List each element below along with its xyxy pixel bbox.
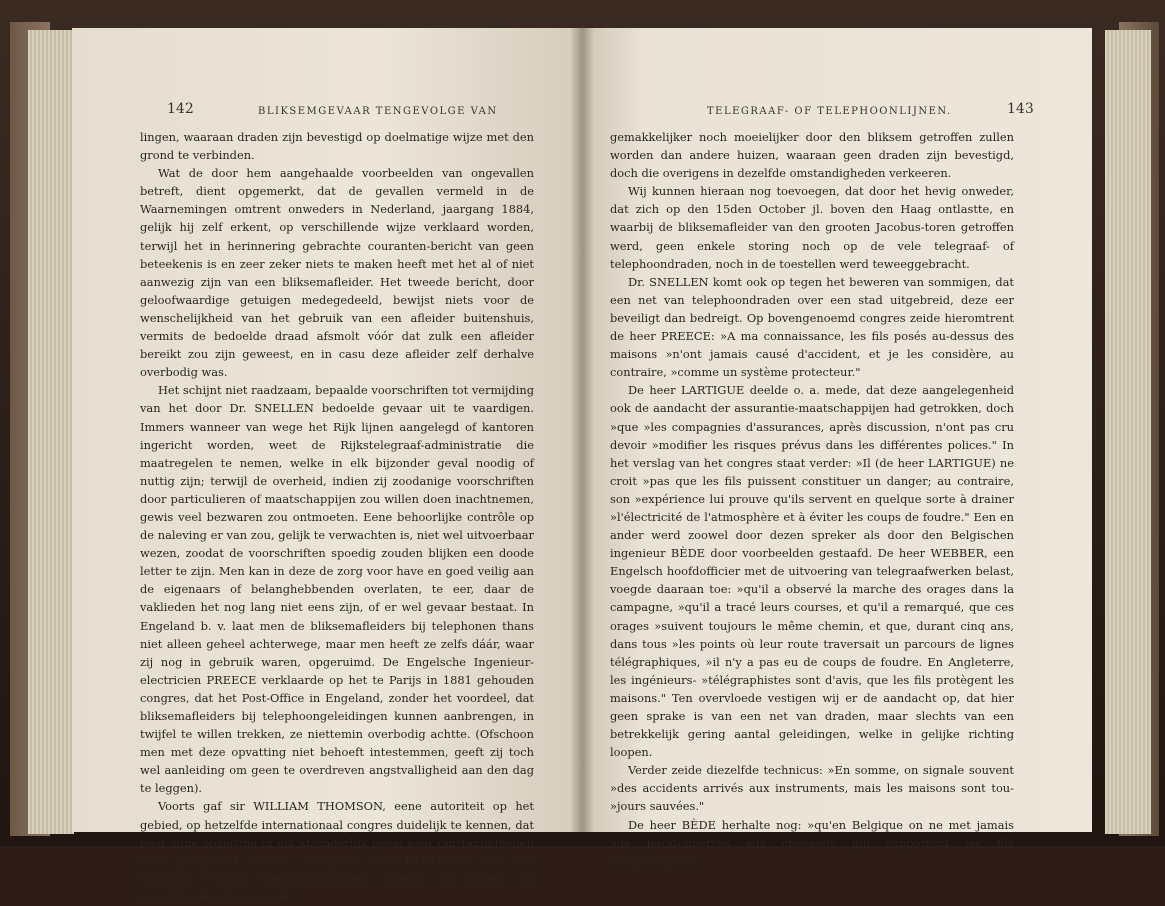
right-page-number: 143 xyxy=(1007,101,1034,117)
paragraph: Wat de door hem aangehaalde voorbeelden van ongevallen betreft, dient opgemerkt, dat de gevallen vermeld in de Waarnemingen omtrent onweders in Nederland, jaargang 1884, gelijk hij zelf erkent, op verschillende wijze verklaard worden, terwijl het in herinnering gebrachte couranten-bericht van geen beteekenis is en zeer zeker niets te maken heeft met het al of niet aanwezig zijn van een bliksemafleider. Het tweede bericht, door geloofwaardige getuigen medegedeeld, bewijst niets voor de wenschelijkheid van het gebruik van een afleider buitenshuis, vermits de bedoelde draad afsmolt vóór dat zulk een afleider bereikt zou zijn geweest, en in casu deze afleider zelf derhalve overbodig was. xyxy=(140,166,534,380)
left-page-number: 142 xyxy=(167,101,194,117)
left-running-header xyxy=(72,101,582,125)
page-edges-right xyxy=(1105,30,1151,834)
paragraph: Wij kunnen hieraan nog toevoegen, dat door het hevig onweder, dat zich op den 15den October jl. boven den Haag ontlastte, en waarbij de bliksemafleider van den grooten Jacobus-toren getroffen werd, geen enkele storing noch op de vele telegraaf- of telephoondraden, noch in de toestellen werd teweeggebracht. xyxy=(610,184,1014,271)
paragraph: De heer LARTIGUE deelde o. a. mede, dat deze aangelegenheid ook de aandacht der assurantie-maatschappijen had getrokken, doch »que »les compagnies d'assurances, après discussion, n'ont pas cru devoir »modifier les risques prévus dans les différentes polices." In het verslag van het congres staat verder: »Il (de heer LARTIGUE) ne croit »pas que les fils puissent constituer un danger; au contraire, son »expérience lui prouve qu'ils servent en quelque sorte à drainer »l'électricité de l'atmosphère et à éviter les coups de foudre." Een en ander werd zoowel door dezen spreker als door den Belgischen ingenieur BÈDE door voorbeelden gestaafd. De heer WEBBER, een Engelsch hoofdofficier met de uitvoering van telegraafwerken belast, voegde daaraan toe: »qu'il a observé la marche des orages dans la campagne, »qu'il a tracé leurs courses, et qu'il a remarqué, que ces orages »suivent toujours le même chemin, et que, durant cinq ans, dans tous »les points où leur route traversait un parcours de lignes télégraphiques, »il n'y a pas eu de coups de foudre. En Angleterre, les ingénieurs- »télégraphistes sont d'avis, que les fils protègent les maisons." Ten overvloede vestigen wij er de aandacht op, dat hier geen sprake is van een net van draden, maar slechts van een betrekkelijk gering aantal geleidingen, welke in gelijke richting loopen. xyxy=(610,383,1014,760)
right-body-text xyxy=(610,128,1014,870)
left-body-text xyxy=(140,128,534,906)
paragraph: Het schijnt niet raadzaam, bepaalde voorschriften tot vermijding van het door Dr. SNELLEN bedoelde gevaar uit te vaardigen. Immers wanneer van wege het Rijk lijnen aangelegd of kantoren ingericht worden, weet de Rijkstelegraaf-administratie die maatregelen te nemen, welke in elk bijzonder geval noodig of nuttig zijn; terwijl de overheid, indien zij zoodanige voorschriften door particulieren of maatschappijen zou willen doen inachtnemen, gewis veel bezwaren zou ontmoeten. Eene behoorlijke contrôle op de naleving er van zou, gelijk te verwachten is, niet wel uitvoerbaar wezen, zoodat de voorschriften spoedig zouden blijken een doode letter te zijn. Men kan in deze de zorg voor have en goed veilig aan de eigenaars of belanghebbenden overlaten, te eer, daar de vaklieden het nog lang niet eens zijn, of er wel gevaar bestaat. In Engeland b. v. laat men de bliksemafleiders bij telephonen thans niet alleen geheel achterwege, maar men heeft ze zelfs dáár, waar zij nog in gebruik waren, opgeruimd. De Engelsche Ingenieur-electricien PREECE verklaarde op het te Parijs in 1881 gehouden congres, dat het Post-Office in Engeland, zonder het voordeel, dat bliksemafleiders bij telephoongeleidingen kunnen aanbrengen, in twijfel te willen trekken, ze niettemin overbodig achtte. (Ofschoon men met deze opvatting niet behoeft intestemmen, geeft zij toch wel aanleiding om geen te overdreven angstvalligheid aan den dag te leggen). xyxy=(140,383,534,796)
paragraph: Dr. SNELLEN komt ook op tegen het beweren van sommigen, dat een net van telephoondraden over een stad uitgebreid, deze eer beveiligt dan bedreigt. Op bovengenoemd congres zeide hieromtrent de heer PREECE: »A ma connaissance, les fils posés au-dessus des maisons »n'ont jamais causé d'accident, et je les considère, au contraire, »comme un système protecteur." xyxy=(610,274,1014,380)
paragraph: gemakkelijker noch moeielijker door den bliksem getroffen zullen worden dan andere huizen, waaraan geen draden zijn bevestigd, doch die overigens in dezelfde omstandigheden verkeeren. xyxy=(610,130,1014,181)
paragraph: De heer BÈDE herhalte nog: »qu'en Belgique on ne met jamais »de paratonnerres aux chevalets qui supportent les fils téléphoniques"; xyxy=(610,817,1014,868)
right-page xyxy=(582,28,1092,868)
paragraph: Voorts gaf sir WILLIAM THOMSON, eene autoriteit op het gebied, op hetzelfde internationaal congres duidelijk te kennen, dat naar zijne opvatting in elk afzonderlijk geval naar omstandigheden moet gehandeld worden. Terwijl de heer LARTIGUE, een zeer bekwaam Fransch telegraaf-ingenieur, meende, dat huizen, die geleiddraden dragen, niet xyxy=(140,799,534,904)
page-edges-left xyxy=(28,30,74,834)
right-running-header xyxy=(582,101,1092,125)
left-page xyxy=(72,28,582,904)
right-running-head: TELEGRAAF- OF TELEPHOONLIJNEN. xyxy=(707,106,952,117)
paragraph: lingen, waaraan draden zijn bevestigd op doelmatige wijze met den grond te verbinden. xyxy=(140,130,534,163)
left-running-head: BLIKSEMGEVAAR TENGEVOLGE VAN xyxy=(258,106,498,117)
paragraph: Verder zeide diezelfde technicus: »En somme, on signale souvent »des accidents arrivés aux instruments, mais les maisons sont tou- »jours sauvées." xyxy=(610,763,1014,814)
book-gutter xyxy=(570,28,594,832)
